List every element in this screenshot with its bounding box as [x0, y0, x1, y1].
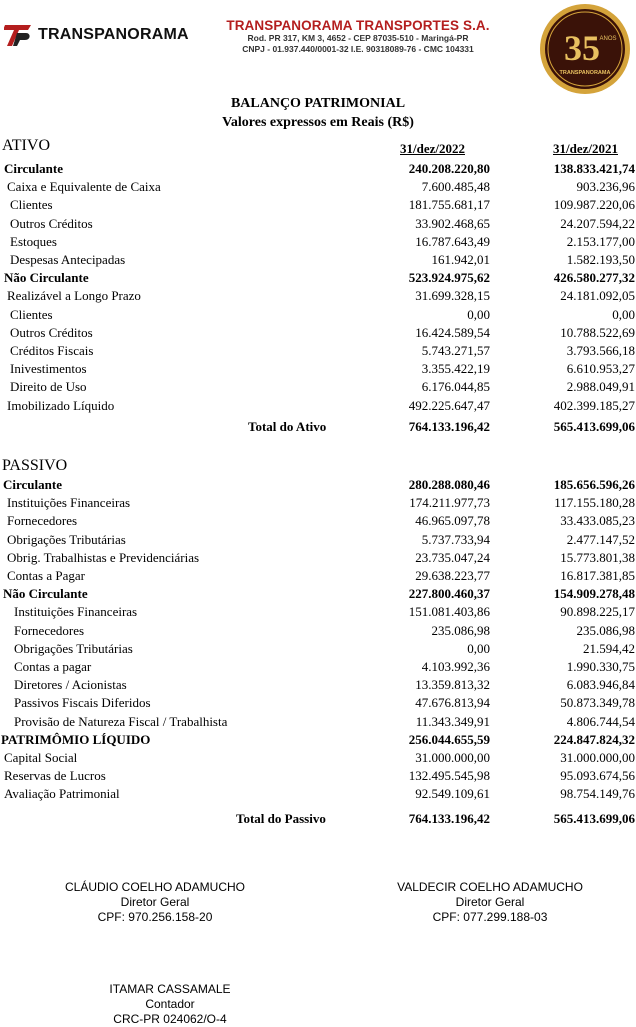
total-label: Total do Ativo — [248, 419, 327, 434]
table-row — [0, 494, 636, 512]
total-value-2022: 764.133.196,42 — [408, 419, 490, 434]
signatory-name: CLÁUDIO COELHO ADAMUCHO — [64, 880, 246, 894]
row-value-2021: 24.181.092,05 — [560, 288, 635, 304]
row-value-2021: 16.817.381,85 — [560, 568, 635, 583]
row-label: Não Circulante — [4, 270, 89, 286]
row-value-2021: 24.207.594,22 — [560, 215, 635, 231]
row-value-2022: 151.081.403,86 — [408, 604, 490, 620]
row-label: Realizável a Longo Prazo — [7, 288, 141, 304]
row-label: Obrigações Tributárias — [14, 640, 133, 656]
row-value-2022: 6.176.044,85 — [421, 379, 490, 395]
row-label: Instituições Financeiras — [14, 604, 138, 620]
row-value-2021: 2.477.147,52 — [566, 531, 635, 547]
signature-block — [60, 982, 280, 1027]
table-row — [0, 603, 636, 621]
row-value-2022: 235.086,98 — [431, 622, 490, 638]
row-value-2022: 16.424.589,54 — [415, 324, 490, 340]
row-label: Circulante — [3, 477, 62, 492]
seal-badge-icon — [538, 2, 632, 96]
row-label: Créditos Fiscais — [10, 343, 94, 358]
row-value-2021: 4.806.744,54 — [566, 713, 635, 729]
passivo-heading: PASSIVO — [2, 457, 68, 474]
company-logo — [4, 22, 189, 48]
row-value-2022: 33.902.468,65 — [415, 215, 490, 231]
row-value-2022: 23.735.047,24 — [415, 549, 490, 565]
row-label: Avaliação Patrimonial — [4, 786, 120, 802]
row-value-2021: 90.898.225,17 — [560, 604, 635, 620]
row-label: Clientes — [10, 306, 53, 322]
row-label: Circulante — [4, 161, 63, 176]
table-row — [0, 767, 636, 785]
row-label: Provisão de Natureza Fiscal / Trabalhista — [14, 713, 228, 729]
table-row — [0, 251, 636, 269]
row-label: Contas a Pagar — [7, 568, 85, 583]
row-value-2021: 117.155.180,28 — [554, 495, 635, 511]
row-value-2021: 0,00 — [612, 306, 635, 322]
row-label: Outros Créditos — [10, 215, 93, 231]
transpanorama-logo-icon — [4, 22, 34, 48]
row-value-2022: 161.942,01 — [431, 252, 490, 267]
signatory-name: ITAMAR CASSAMALE — [109, 982, 231, 996]
company-registry: CNPJ - 01.937.440/0001-32 I.E. 90318089-76 - CMC 104331 — [242, 44, 474, 54]
seal-word: ANOS — [599, 36, 617, 42]
company-info — [213, 18, 503, 55]
row-value-2022: 227.800.460,37 — [408, 586, 490, 602]
row-value-2022: 0,00 — [467, 640, 490, 656]
row-value-2021: 109.987.220,06 — [553, 197, 635, 213]
row-value-2022: 181.755.681,17 — [408, 197, 490, 213]
row-label: Outros Créditos — [10, 324, 93, 340]
table-row — [0, 676, 636, 694]
row-value-2022: 29.638.223,77 — [415, 568, 490, 583]
table-row — [0, 215, 636, 233]
ativo-heading: ATIVO — [2, 137, 50, 154]
table-row — [0, 287, 636, 305]
column-header-2021: 31/dez/2021 — [553, 141, 618, 156]
row-value-2021: 426.580.277,32 — [553, 270, 635, 286]
row-value-2021: 95.093.674,56 — [560, 768, 635, 784]
row-value-2022: 523.924.975,62 — [408, 270, 490, 286]
row-label: Contas a pagar — [14, 659, 92, 674]
table-row — [0, 512, 636, 530]
signatory-id: CRC-PR 024062/O-4 — [113, 1012, 227, 1026]
table-row — [0, 585, 636, 603]
row-label: Clientes — [10, 197, 53, 213]
row-value-2022: 174.211.977,73 — [409, 495, 490, 511]
signatory-role: Diretor Geral — [455, 895, 525, 909]
report-subtitle: Valores expressos em Reais (R$) — [222, 115, 414, 130]
seal-brand: TRANSPANORAMA — [559, 70, 611, 76]
row-value-2021: 33.433.085,23 — [560, 513, 635, 529]
row-label: Obrigações Tributárias — [7, 531, 126, 547]
table-row — [0, 269, 636, 287]
row-value-2021: 98.754.149,76 — [560, 786, 635, 802]
signature-block — [360, 880, 620, 925]
table-row — [0, 360, 636, 378]
row-value-2021: 10.788.522,69 — [560, 324, 635, 340]
row-value-2022: 132.495.545,98 — [408, 768, 490, 784]
table-row — [0, 324, 636, 342]
row-value-2021: 1.582.193,50 — [566, 252, 635, 267]
row-value-2022: 0,00 — [467, 306, 490, 322]
table-row — [0, 378, 636, 396]
row-value-2022: 92.549.109,61 — [415, 786, 490, 802]
row-label: Passivos Fiscais Diferidos — [14, 695, 151, 711]
total-value-2021: 565.413.699,06 — [553, 811, 635, 826]
table-row — [0, 178, 636, 196]
row-value-2022: 280.288.080,46 — [408, 477, 490, 492]
table-row — [0, 233, 636, 251]
row-value-2022: 492.225.647,47 — [408, 397, 490, 413]
row-value-2021: 1.990.330,75 — [566, 659, 635, 674]
table-row — [0, 196, 636, 214]
row-value-2021: 31.000.000,00 — [560, 750, 635, 765]
column-header-2022: 31/dez/2022 — [400, 141, 465, 156]
table-row — [0, 749, 636, 767]
row-label: Caixa e Equivalente de Caixa — [7, 179, 161, 195]
total-row — [0, 418, 636, 436]
total-value-2022: 764.133.196,42 — [408, 811, 490, 826]
table-row — [0, 397, 636, 415]
table-row — [0, 694, 636, 712]
row-value-2021: 185.656.596,26 — [553, 477, 635, 492]
table-row — [0, 622, 636, 640]
row-label: Não Circulante — [3, 586, 88, 602]
signatory-name: VALDECIR COELHO ADAMUCHO — [397, 880, 583, 894]
signatory-role: Diretor Geral — [120, 895, 190, 909]
row-value-2021: 402.399.185,27 — [553, 397, 635, 413]
row-label: Obrig. Trabalhistas e Previdenciárias — [7, 549, 200, 565]
row-label: Capital Social — [4, 750, 78, 765]
table-row — [0, 640, 636, 658]
total-label: Total do Passivo — [236, 811, 326, 826]
table-row — [0, 306, 636, 324]
table-row — [0, 731, 636, 749]
report-title: BALANÇO PATRIMONIAL — [230, 96, 406, 111]
row-value-2021: 138.833.421,74 — [553, 161, 635, 176]
total-row — [0, 810, 636, 828]
table-row — [0, 785, 636, 803]
seal-number: 35 — [564, 28, 600, 68]
row-value-2022: 7.600.485,48 — [421, 179, 490, 195]
row-value-2022: 47.676.813,94 — [415, 695, 490, 711]
row-label: Reservas de Lucros — [4, 768, 106, 784]
row-value-2021: 15.773.801,38 — [560, 549, 635, 565]
row-value-2021: 3.793.566,18 — [566, 343, 635, 358]
row-value-2022: 31.699.328,15 — [415, 288, 490, 304]
row-value-2021: 6.610.953,27 — [566, 361, 635, 377]
row-value-2021: 235.086,98 — [576, 622, 635, 638]
row-label: Despesas Antecipadas — [10, 252, 126, 267]
row-label: Fornecedores — [7, 513, 78, 529]
row-value-2021: 6.083.946,84 — [566, 677, 635, 693]
row-label: Direito de Uso — [10, 379, 87, 395]
row-value-2021: 50.873.349,78 — [560, 695, 635, 711]
signatory-id: CPF: 970.256.158-20 — [97, 910, 213, 924]
signatory-role: Contador — [145, 997, 195, 1011]
row-label: PATRIMÔMIO LÍQUIDO — [1, 731, 151, 747]
table-row — [0, 160, 636, 178]
row-label: Inivestimentos — [10, 361, 87, 377]
row-value-2022: 46.965.097,78 — [415, 513, 490, 529]
row-value-2022: 3.355.422,19 — [421, 361, 490, 377]
logo-text: TRANSPANORAMA — [38, 26, 189, 43]
row-value-2022: 5.743.271,57 — [421, 343, 490, 358]
row-label: Instituições Financeiras — [7, 495, 131, 511]
table-row — [0, 567, 636, 585]
row-value-2021: 2.988.049,91 — [566, 379, 635, 395]
row-value-2022: 4.103.992,36 — [421, 659, 490, 674]
company-name: TRANSPANORAMA TRANSPORTES S.A. — [226, 18, 490, 33]
table-row — [0, 549, 636, 567]
signatory-id: CPF: 077.299.188-03 — [432, 910, 548, 924]
total-value-2021: 565.413.699,06 — [553, 419, 635, 434]
row-value-2022: 256.044.655,59 — [408, 731, 490, 747]
row-value-2021: 903.236,96 — [576, 179, 635, 195]
row-value-2021: 154.909.278,48 — [553, 586, 635, 602]
row-label: Imobilizado Líquido — [7, 397, 115, 413]
row-value-2021: 2.153.177,00 — [566, 233, 635, 249]
row-label: Estoques — [10, 233, 57, 249]
row-value-2021: 224.847.824,32 — [553, 731, 635, 747]
table-row — [0, 658, 636, 676]
table-row — [0, 531, 636, 549]
row-value-2022: 31.000.000,00 — [415, 750, 490, 765]
signature-block — [40, 880, 270, 925]
anniversary-seal — [538, 2, 632, 96]
table-row — [0, 713, 636, 731]
row-value-2022: 240.208.220,80 — [408, 161, 490, 176]
row-value-2022: 16.787.643,49 — [415, 233, 490, 249]
row-label: Fornecedores — [14, 622, 85, 638]
row-value-2022: 13.359.813,32 — [415, 677, 490, 693]
row-value-2021: 21.594,42 — [583, 640, 635, 656]
row-label: Diretores / Acionistas — [14, 677, 127, 693]
row-value-2022: 11.343.349,91 — [415, 713, 490, 729]
company-address: Rod. PR 317, KM 3, 4652 - CEP 87035-510 - Maringá-PR — [247, 33, 469, 43]
table-row — [0, 342, 636, 360]
row-value-2022: 5.737.733,94 — [421, 531, 490, 547]
table-row — [0, 476, 636, 494]
